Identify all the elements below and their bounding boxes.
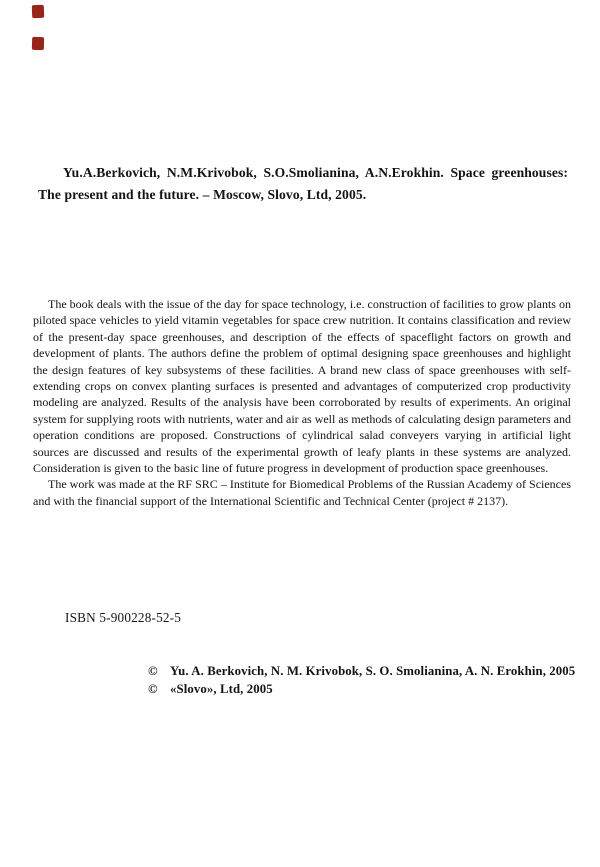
abstract-block	[33, 296, 571, 509]
copyright-block	[148, 663, 575, 698]
copyright-icon: ©	[148, 681, 158, 696]
book-citation: Yu.A.Berkovich, N.M.Krivobok, S.O.Smolianina, A.N.Erokhin. Space greenhouses: The present and the future. – Moscow, Slovo, Ltd, 2005.	[38, 165, 568, 203]
red-stamp-icon	[32, 5, 44, 18]
copyright-line-authors	[148, 663, 575, 681]
abstract-paragraph: The book deals with the issue of the day for space technology, i.e. construction of facilities to grow plants on piloted space vehicles to yield vitamin vegetables for space crew nutrition. It contains classification and review of the present-day space greenhouses, and description of the effects of spaceflight factors on growth and development of plants. The authors define the problem of optimal designing space greenhouses and highlight the design features of key subsystems of these facilities. A brand new class of space greenhouses with self-extending crops on convex planting surfaces is presented and advantages of computerized crop productivity modeling are analyzed. Results of the analysis have been corroborated by results of experiments. An original system for supplying roots with nutrients, water and air as well as methods of calculating design parameters and operation conditions are proposed. Constructions of cylindrical salad conveyers varying in artificial light sources are discussed and results of the experimental growth of leafy plants in these systems are analyzed. Consideration is given to the basic line of future progress in development of production space greenhouses.	[33, 297, 571, 476]
copyright-authors-text: Yu. A. Berkovich, N. M. Krivobok, S. O. Smolianina, A. N. Erokhin, 2005	[170, 664, 576, 678]
copyright-icon: ©	[148, 664, 158, 678]
funding-note-paragraph: The work was made at the RF SRC – Institute for Biomedical Problems of the Russian Academy of Sciences and with the financial support of the International Scientific and Technical Center (project # 2137).	[33, 477, 571, 508]
isbn: ISBN 5-900228-52-5	[65, 610, 182, 625]
red-stamp-icon	[32, 37, 44, 50]
copyright-publisher-text: «Slovo», Ltd, 2005	[170, 681, 273, 696]
copyright-line-publisher	[148, 681, 575, 699]
